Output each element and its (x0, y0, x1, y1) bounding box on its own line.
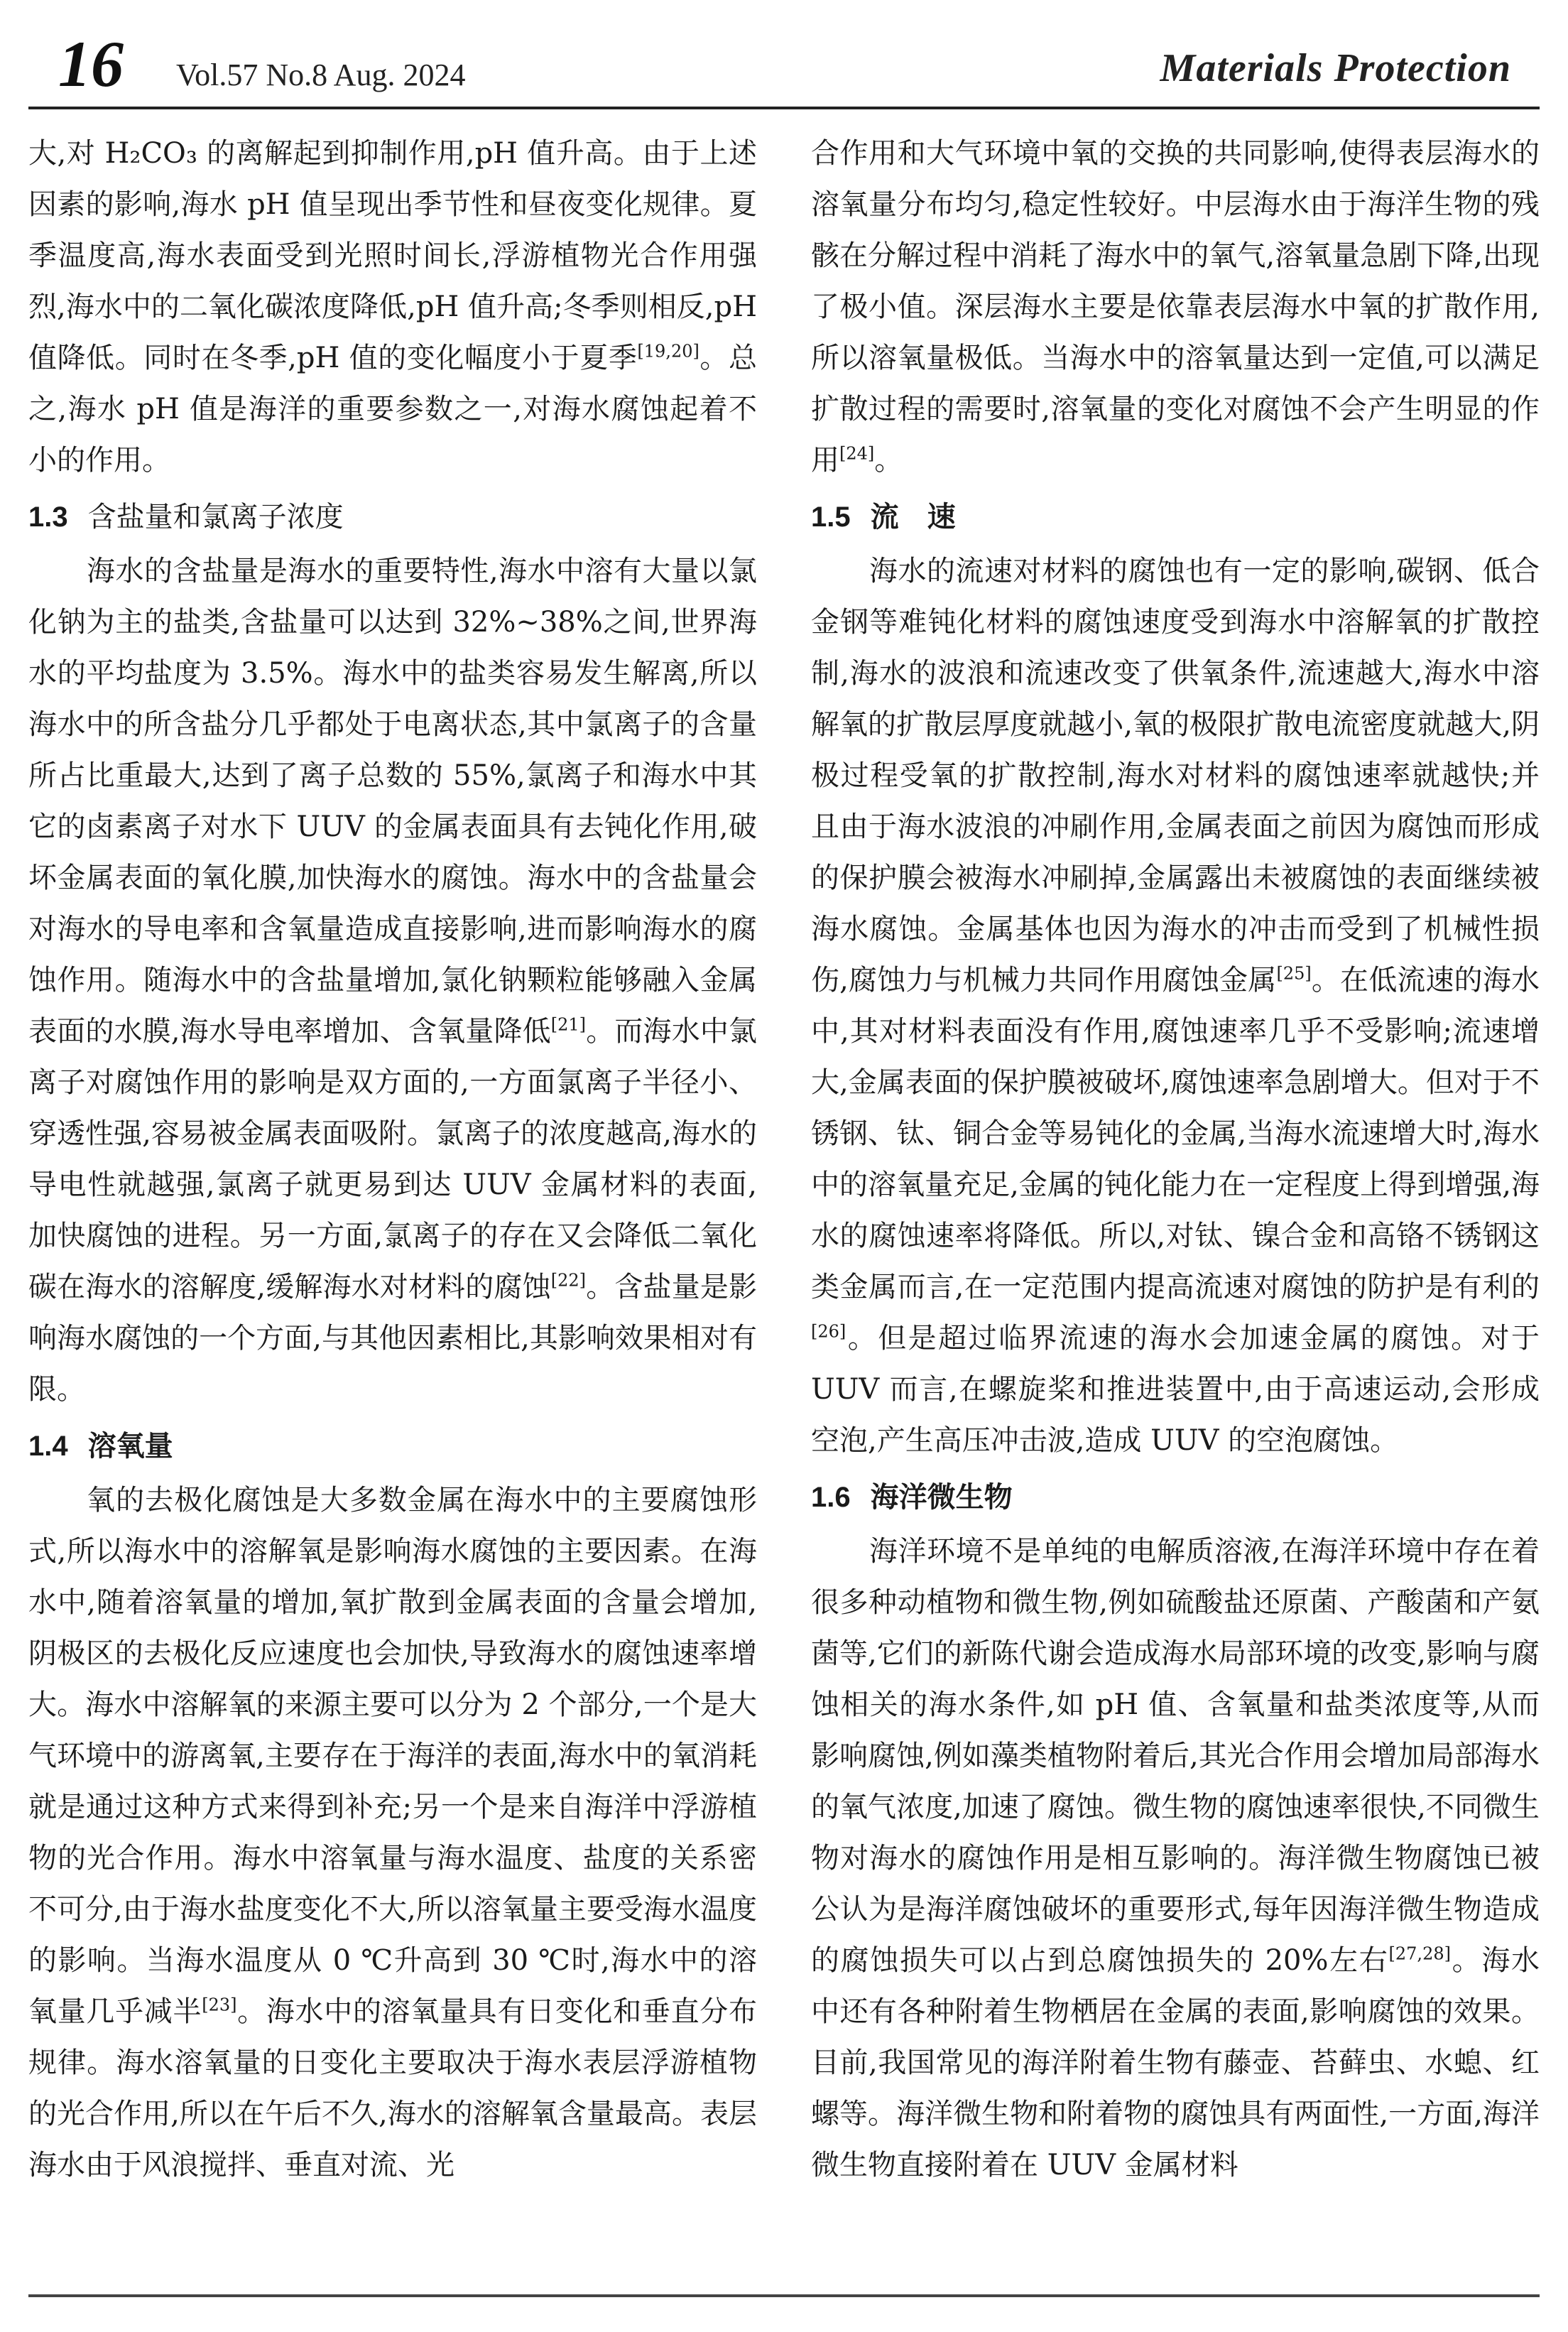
text: 海洋环境不是单纯的电解质溶液,在海洋环境中存在着很多种动植物和微生物,例如硫酸盐还原菌、产酸菌和产氨菌等,它们的新陈代谢会造成海水局部环境的改变,影响与腐蚀相关的海水条件,如 pH 值、含氧量和盐类浓度等,从而影响腐蚀,例如藻类植物附着后,其光合作用会增加局部海水的氧气浓度,加速了腐蚀。微生物的腐蚀速率很快,不同微生物对海水的腐蚀作用是相互影响的。海洋微生物腐蚀已被公认为是海洋腐蚀破坏的重要形式,每年因海洋微生物造成的腐蚀损失可以占到总腐蚀损失的 20%左右 (811, 1535, 1540, 1977)
paragraph (811, 546, 1540, 1466)
text: 合作用和大气环境中氧的交换的共同影响,使得表层海水的溶氧量分布均匀,稳定性较好。中层海水由于海洋生物的残骸在分解过程中消耗了海水中的氧气,溶氧量急剧下降,出现了极小值。深层海水主要是依靠表层海水中氧的扩散作用,所以溶氧量极低。当海水中的溶氧量达到一定值,可以满足扩散过程的需要时,溶氧量的变化对腐蚀不会产生明显的作用 (811, 137, 1540, 477)
section-title: 海洋微生物 (870, 1480, 1013, 1514)
section-title: 含盐量和氯离子浓度 (87, 501, 344, 533)
section-number: 1.5 (811, 501, 851, 533)
citation: [27,28] (1388, 1943, 1451, 1964)
section-title: 溶氧量 (87, 1429, 173, 1463)
section-heading-1-4 (28, 1423, 757, 1469)
citation: [23] (202, 1995, 237, 2015)
text: 。 (874, 444, 903, 477)
text: 。海水中的溶氧量具有日变化和垂直分布规律。海水溶氧量的日变化主要取决于海水表层浮游植物的光合作用,所以在午后不久,海水的溶解氧含量最高。表层海水由于风浪搅拌、垂直对流、光 (28, 1995, 757, 2181)
citation: [25] (1276, 963, 1312, 984)
section-title: 流 速 (870, 500, 956, 533)
text: 。在低流速的海水中,其对材料表面没有作用,腐蚀速率几乎不受影响;流速增大,金属表面的保护膜被破坏,腐蚀速率急剧增大。但对于不锈钢、钛、铜合金等易钝化的金属,当海水流速增大时,海水中的溶氧量充足,金属的钝化能力在一定程度上得到增强,海水的腐蚀速率将降低。所以,对钛、镍合金和高铬不锈钢这类金属而言,在一定范围内提高流速对腐蚀的防护是有利的 (811, 964, 1540, 1303)
issue-info: Vol.57 No.8 Aug. 2024 (176, 58, 466, 92)
text: 。海水中还有各种附着生物栖居在金属的表面,影响腐蚀的效果。目前,我国常见的海洋附着生物有藤壶、苔藓虫、水螅、红螺等。海洋微生物和附着物的腐蚀具有两面性,一方面,海洋微生物直接附着在 UUV 金属材料 (811, 1944, 1540, 2181)
left-column (28, 128, 757, 2280)
footer-rule (28, 2294, 1540, 2297)
citation: [26] (811, 1321, 846, 1342)
paragraph (28, 546, 757, 1415)
section-number: 1.6 (811, 1482, 851, 1513)
section-heading-1-5 (811, 494, 1540, 540)
section-number: 1.4 (28, 1431, 68, 1462)
text: 。总之,海水 pH 值是海洋的重要参数之一,对海水腐蚀起着不小的作用。 (28, 342, 757, 477)
text: 氧的去极化腐蚀是大多数金属在海水中的主要腐蚀形式,所以海水中的溶解氧是影响海水腐蚀的主要因素。在海水中,随着溶氧量的增加,氧扩散到金属表面的含量会增加,阴极区的去极化反应速度也会加快,导致海水的腐蚀速率增大。海水中溶解氧的来源主要可以分为 2 个部分,一个是大气环境中的游离氧,主要存在于海洋的表面,海水中的氧消耗就是通过这种方式来得到补充;另一个是来自海洋中浮游植物的光合作用。海水中溶氧量与海水温度、盐度的关系密不可分,由于海水盐度变化不大,所以溶氧量主要受海水温度的影响。当海水温度从 0 ℃升高到 30 ℃时,海水中的溶氧量几乎减半 (28, 1484, 757, 2028)
text: 。含盐量是影响海水腐蚀的一个方面,与其他因素相比,其影响效果相对有限。 (28, 1271, 757, 1406)
paragraph (811, 1526, 1540, 2191)
text: 海水的含盐量是海水的重要特性,海水中溶有大量以氯化钠为主的盐类,含盐量可以达到 32%~38%之间,世界海水的平均盐度为 3.5%。海水中的盐类容易发生解离,所以海水中的所含盐分几乎都处于电离状态,其中氯离子的含量所占比重最大,达到了离子总数的 55%,氯离子和海水中其它的卤素离子对水下 UUV 的金属表面具有去钝化作用,破坏金属表面的氧化膜,加快海水的腐蚀。海水中的含盐量会对海水的导电率和含氧量造成直接影响,进而影响海水的腐蚀作用。随海水中的含盐量增加,氯化钠颗粒能够融入金属表面的水膜,海水导电率增加、含氧量降低 (28, 555, 757, 1048)
page-number: 16 (58, 28, 124, 100)
section-heading-1-6 (811, 1475, 1540, 1520)
header-rule (28, 107, 1540, 109)
right-column (811, 128, 1540, 2280)
text: 。而海水中氯离子对腐蚀作用的影响是双方面的,一方面氯离子半径小、穿透性强,容易被金属表面吸附。氯离子的浓度越高,海水的导电性就越强,氯离子就更易到达 UUV 金属材料的表面,加快腐蚀的进程。另一方面,氯离子的存在又会降低二氧化碳在海水的溶解度,缓解海水对材料的腐蚀 (28, 1015, 757, 1303)
section-number: 1.3 (28, 501, 68, 533)
paragraph (28, 128, 757, 486)
citation: [21] (550, 1014, 587, 1035)
journal-title: Materials Protection (1160, 46, 1511, 90)
citation: [19,20] (637, 341, 699, 362)
citation: [24] (839, 443, 875, 464)
paragraph (28, 1475, 757, 2191)
section-heading-1-3 (28, 494, 757, 540)
page-header (28, 28, 1540, 107)
paragraph (811, 128, 1540, 486)
citation: [22] (550, 1270, 587, 1291)
text: 大,对 H₂CO₃ 的离解起到抑制作用,pH 值升高。由于上述因素的影响,海水 pH 值呈现出季节性和昼夜变化规律。夏季温度高,海水表面受到光照时间长,浮游植物光合作用强烈,海水中的二氧化碳浓度降低,pH 值升高;冬季则相反,pH 值降低。同时在冬季,pH 值的变化幅度小于夏季 (28, 137, 757, 374)
text: 海水的流速对材料的腐蚀也有一定的影响,碳钢、低合金钢等难钝化材料的腐蚀速度受到海水中溶解氧的扩散控制,海水的波浪和流速改变了供氧条件,流速越大,海水中溶解氧的扩散层厚度就越小,氧的极限扩散电流密度就越大,阴极过程受氧的扩散控制,海水对材料的腐蚀速率就越快;并且由于海水波浪的冲刷作用,金属表面之前因为腐蚀而形成的保护膜会被海水冲刷掉,金属露出未被腐蚀的表面继续被海水腐蚀。金属基体也因为海水的冲击而受到了机械性损伤,腐蚀力与机械力共同作用腐蚀金属 (811, 555, 1540, 997)
text: 。但是超过临界流速的海水会加速金属的腐蚀。对于 UUV 而言,在螺旋桨和推进装置中,由于高速运动,会形成空泡,产生高压冲击波,造成 UUV 的空泡腐蚀。 (811, 1322, 1540, 1457)
